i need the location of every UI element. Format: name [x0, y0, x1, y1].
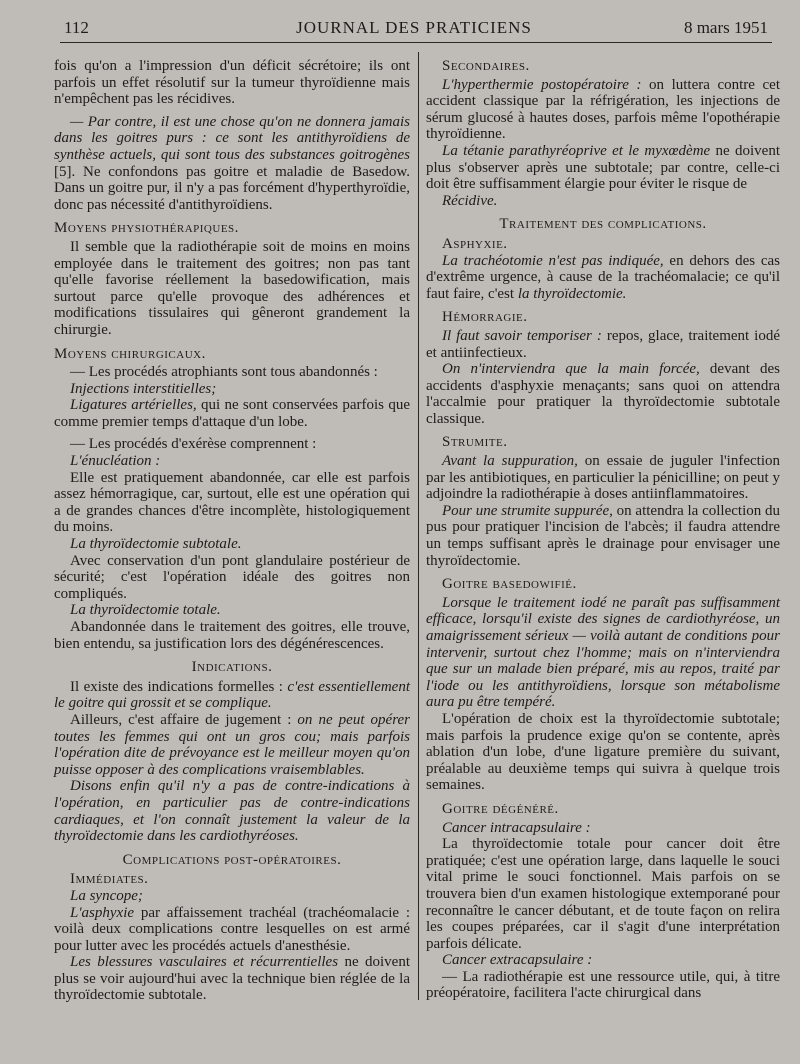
text: repos, glace, traitement iodé et antiinfectieux. [426, 327, 780, 361]
paragraph [54, 397, 410, 430]
paragraph: La syncope; [70, 887, 143, 904]
paragraph [54, 679, 410, 712]
paragraph: L'énucléation : [70, 453, 161, 470]
paragraph: fois qu'on a l'impression d'un déficit sécrétoire; ils ont parfois un effet résolutif sur la tumeur thyroïdienne mais n'empêchent pas les récidives. [54, 58, 410, 108]
paragraph: — Les procédés atrophiants sont tous abandonnés : [70, 364, 378, 381]
paragraph: — La radiothérapie est une ressource utile, qui, à titre préopératoire, facilitera l'acte chirurgical dans [426, 968, 780, 1002]
text: ne doivent plus s'observer après une subtotale; par contre, celle-ci doit être suffisamment élargie pour éviter le risque de [426, 142, 781, 193]
paragraph: Injections interstitielles; [70, 380, 217, 397]
italic-text: La trachéotomie n'est pas indiquée, [442, 252, 664, 269]
paragraph [426, 453, 780, 503]
section-heading: Indications. [191, 659, 273, 676]
italic-text: La tétanie parathyréoprive et le myxœdème [442, 142, 711, 159]
paragraph [426, 143, 780, 193]
paragraph [426, 328, 780, 361]
text: en dehors des cas d'extrême urgence, à cause de la trachéomalacie; ce qu'il faut faire, c'est [426, 252, 781, 302]
header-rule [60, 42, 772, 43]
subsection-heading: Asphyxie. [442, 235, 508, 252]
paragraph [54, 114, 410, 214]
text: ne doivent plus se voir aujourd'hui avec la technique bien réglée de la thyroïdectomie subtotale. [54, 954, 410, 1004]
reference: [5]. [54, 163, 76, 180]
paragraph: Abandonnée dans le traitement des goitres, elle trouve, bien entendu, sa justification lors des dégénérescences. [54, 619, 410, 652]
paragraph: La thyroïdectomie subtotale. [70, 536, 242, 553]
subsection-heading: Goitre dégénéré. [442, 800, 559, 817]
subsection-heading: Goitre basedowifié. [442, 576, 577, 593]
paragraph [54, 905, 410, 955]
subsection-heading: Hémorragie. [442, 309, 528, 326]
paragraph: Avec conservation d'un pont glandulaire postérieur de sécurité; c'est l'opération idéale des goitres non compliqués. [54, 552, 410, 602]
column-divider [418, 52, 419, 1000]
italic-text: Il faut savoir temporiser : [442, 327, 602, 344]
paragraph: Il semble que la radiothérapie soit de moins en moins employée dans le traitement des goitres; non pas tant qu'elle favorise réellement la basedowification, mais surtout parce qu'elle provoque des adhérences et modifications tissulaires qui gêneront grandement la chirurgie. [54, 238, 410, 338]
paragraph: La thyroïdectomie totale pour cancer doit être pratiquée; c'est une opération large, dans laquelle le souci vital prime le souci fonctionnel. Mais parfois on se trouvera bien d'un examen histologique extemporané pour reconnaître le cancer débutant, et de toute façon on relira les coupes préparées, car il s'agit d'une interprétation parfois délicate. [426, 836, 780, 952]
text: on luttera contre cet accident classique par la réfrigération, les injections de sérum glucosé à hautes doses, parfois même l'opothérapie thyroïdienne. [426, 76, 781, 143]
issue-date: 8 mars 1951 [683, 18, 768, 37]
italic-text: Pour une strumite suppurée, [442, 502, 613, 519]
italic-text: Les blessures vasculaires et récurrentielles [70, 954, 339, 971]
paragraph [426, 253, 780, 303]
text: on essaie de juguler l'infection par les antibiotiques, en particulier la pénicilline; on peut y adjoindre la radiothérapie à doses antiinflammatoires. [426, 453, 780, 503]
italic-text: la thyroïdectomie. [517, 285, 627, 302]
paragraph [54, 954, 410, 1004]
italic-text: — Par contre, il est une chose qu'on ne donnera jamais dans les goitres purs : ce sont les antithyroïdiens de synthèse actuels, qui sont tous des substances goitrogènes [54, 113, 410, 163]
italic-text: L'hyperthermie postopératoire : [442, 76, 642, 93]
paragraph: Récidive. [442, 192, 498, 209]
text: on attendra la collection du pus pour pratiquer l'incision de l'abcès; il faudra attendre un temps suffisant après le drainage pour envisager une thyroïdectomie. [426, 502, 780, 569]
italic-text: L'asphyxie [70, 904, 135, 921]
text: Ailleurs, c'est affaire de jugement : [70, 711, 292, 728]
italic-text: c'est essentiellement le goitre qui grossit et se complique. [54, 678, 411, 712]
paragraph [426, 361, 780, 427]
italic-text: On n'interviendra que la main forcée, [442, 361, 700, 378]
paragraph: Cancer extracapsulaire : [442, 952, 593, 969]
text: par affaissement trachéal (trachéomalacie : voilà deux complications contre lesquelles on est armé pour lutter avec les procédés actuels d'anesthésie. [54, 904, 410, 954]
left-column [54, 58, 410, 1004]
subsection-heading: Immédiates. [70, 871, 149, 888]
paragraph [426, 503, 780, 569]
text: qui ne sont conservées parfois que comme premier temps d'attaque d'un lobe. [54, 397, 410, 430]
paragraph: L'opération de choix est la thyroïdectomie subtotale; mais parfois la prudence exige qu'on se contente, après ablation d'un lobe, d'une ligature première du suivant, préalable au deuxième temps qui suivra à quelque trois semaines. [426, 710, 780, 794]
journal-title: JOURNAL DES PRATICIENS [296, 18, 532, 37]
text: devant des accidents d'asphyxie menaçants; sans quoi on attendra l'accalmie pour pratiquer la thyroïdectomie subtotale classique. [426, 361, 781, 427]
paragraph: Elle est pratiquement abandonnée, car elle est parfois assez hémorragique, car, surtout, elle est une opération qui a de grandes chances d'être incomplète, histologiquement du moins. [54, 469, 410, 536]
paragraph [54, 712, 410, 778]
paragraph: Cancer intracapsulaire : [442, 819, 591, 836]
paragraph: — Les procédés d'exérèse comprennent : [70, 436, 317, 453]
italic-text: on ne peut opérer toutes les femmes qui ont un gros cou; mais parfois l'opération dite de prévoyance est le meilleur moyen qu'on puisse opposer à des complications vraisemblables. [54, 711, 410, 778]
subsection-heading: Secondaires. [442, 58, 530, 74]
section-heading: Traitement des complications. [499, 216, 707, 233]
section-heading: Complications post-opératoires. [122, 851, 342, 868]
paragraph: La thyroïdectomie totale. [70, 602, 221, 619]
paragraph [426, 77, 780, 143]
page-header [58, 14, 770, 40]
subsection-heading: Strumite. [442, 434, 508, 451]
text: Il existe des indications formelles : [70, 678, 283, 695]
page-number: 112 [64, 18, 89, 37]
right-column [426, 58, 780, 1002]
section-heading: Moyens physiothérapiques. [54, 220, 239, 237]
paragraph: Lorsque le traitement iodé ne paraît pas suffisamment efficace, lorsqu'il existe des signes de cardiothyréose, un amaigrissement sérieux — voilà autant de conditions pour intervenir, surtout chez l'homme; mais on n'interviendra que sur un malade bien préparé, mis au repos, traité par l'iode ou les antithyroïdiens, lorsque son métabolisme aura pu être tempéré. [426, 594, 780, 711]
text: Ne confondons pas goitre et maladie de Basedow. Dans un goitre pur, il n'y a pas forcément d'hyperthyroïdie, donc pas nécessité d'antithyroïdiens. [54, 163, 410, 213]
paragraph: Disons enfin qu'il n'y a pas de contre-indications à l'opération, en particulier pas de contre-indications cardiaques, et l'on connaît justement la valeur de la thyroïdectomie dans les cardiothyréoses. [54, 778, 410, 845]
italic-text: Avant la suppuration, [442, 453, 578, 470]
section-heading: Moyens chirurgicaux. [54, 345, 206, 362]
italic-text: Ligatures artérielles, [70, 397, 197, 414]
